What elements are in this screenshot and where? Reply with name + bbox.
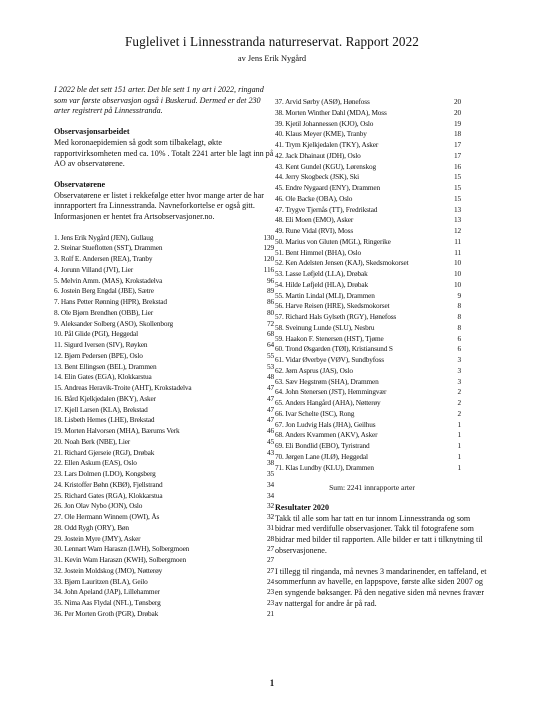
observer-name: 66. Ivar Schelte (ISC), Rong [275,408,355,418]
observer-row [275,430,475,441]
observer-count: 80 [267,307,274,317]
observer-name: 24. Kristoffer Bøhn (KBØ), Fjellstrand [54,479,163,489]
observer-name: 67. Jon Ludvig Hals (JHA), Geilhus [275,419,376,429]
observer-list-right [275,97,475,473]
observer-count: 47 [267,404,274,414]
observer-row [54,512,278,523]
observer-row [54,286,278,297]
observer-name: 58. Sveinung Lunde (SLU), Nesbru [275,322,375,332]
observer-name: 56. Harve Reisen (HRE), Skedsmokorset [275,301,390,311]
report-author: av Jens Erik Nygård [237,54,307,63]
observer-count: 17 [454,140,461,149]
observer-name: 30. Lennart Wam Haraszn (LWH), Solbergmoen [54,544,190,554]
observer-name: 13. Bent Ellingsen (BEL), Drammen [54,361,157,371]
observer-count: 3 [457,376,461,386]
observer-name: 32. Jostein Moldskog (JMO), Nøtterøy [54,565,163,575]
observer-row [54,394,278,405]
observer-name: 51. Bent Himmel (BHA), Oslo [275,247,361,257]
observer-row [54,577,278,588]
observer-row [54,544,278,555]
observer-name: 62. Jørn Asprus (JAS), Oslo [275,365,353,375]
observer-row [275,194,475,205]
observer-name: 21. Richard Gjerseie (RGJ), Drøbak [54,447,155,457]
observer-name: 69. Eli Bondlid (EBO), Tyristrand [275,441,370,450]
observer-count: 35 [267,469,274,479]
observer-count: 72 [267,318,274,328]
observer-count: 43 [267,447,274,457]
observer-count: 8 [457,312,461,321]
observer-name: 35. Nima Aas Flydal (NFL), Tønsberg [54,598,161,608]
report-title: Fuglelivet i Linnesstranda naturreservat. Rapport 2022 [125,34,419,49]
observer-row [54,405,278,416]
observer-row [275,441,475,452]
observer-name: 49. Rune Vidal (RVI), Moss [275,226,354,235]
observer-count: 96 [267,275,274,285]
observer-name: 46. Ole Backe (OBA), Oslo [275,193,353,203]
observer-name: 3. Rolf E. Andersen (REA), Tranby [54,254,153,264]
observer-count: 20 [454,97,461,106]
observer-count: 16 [454,161,461,171]
observer-name: 23. Lars Dolmen (LDO), Kongsberg [54,469,156,479]
observer-name: 33. Bjørn Lauritzen (BLA), Geilo [54,576,148,586]
observer-name: 31. Kevin Wam Haraszn (KWH), Solbergmoen [54,555,186,565]
observer-row [54,555,278,566]
observer-count: 34 [267,479,274,489]
observer-count: 53 [267,361,274,371]
observer-row [275,129,475,140]
observer-count: 23 [267,587,274,597]
observer-name: 45. Endre Nygaard (ENY), Drammen [275,183,381,192]
left-column [54,85,278,620]
observer-name: 70. Jørgen Lane (JLØ), Heggedal [275,451,368,461]
observer-row [275,119,475,130]
observer-row [275,269,475,280]
observer-row [275,205,475,216]
observer-row [275,162,475,173]
observer-name: 29. Jostein Myre (JMY), Asker [54,533,141,543]
observer-count: 3 [457,355,461,364]
observer-count: 10 [454,269,461,278]
observer-count: 2 [457,408,461,418]
observation-work-heading: Observasjonsarbeidet [54,127,130,137]
observer-row [54,351,278,362]
observer-count: 47 [267,415,274,425]
observer-name: 11. Sigurd Iversen (SIV), Røyken [54,340,148,350]
observer-name: 47. Trygve Tjernås (TT), Fredrikstad [275,204,378,214]
observer-row [275,420,475,431]
observer-name: 10. Pål Glide (PGI), Heggedal [54,329,139,339]
observer-name: 60. Trond Øsgarden (TØI), Kristiansund S [275,344,393,354]
observer-name: 48. Eli Moen (EMO), Asker [275,215,354,225]
observer-name: 64. John Stenersen (JST), Hemmingvær [275,387,387,397]
observer-count: 55 [267,350,274,360]
observer-name: 52. Ken Adelsten Jensen (KAJ), Skedsmokorset [275,258,409,268]
observer-row [275,355,475,366]
observer-count: 27 [267,544,274,554]
observer-row [275,215,475,226]
observer-name: 42. Jack Dhainaut (JDH), Oslo [275,150,361,160]
observer-row [54,458,278,469]
observer-count: 89 [267,286,274,296]
observer-count: 8 [457,301,461,311]
observer-count: 1 [457,451,461,461]
observer-count: 20 [454,107,461,117]
observer-name: 34. John Apeland (JAP), Lillehammer [54,587,160,597]
observer-count: 21 [267,608,274,618]
results-paragraph-2: I tillegg til ringanda, må nevnes 3 mandarinender, en taffeland, et sommerfunn av havelle, en lappspove, første alke siden 2007 og en syngende bøksanger. På den negative siden må nevnes fravær av nattergal for andre år på rad. [275,566,487,608]
observer-name: 40. Klaus Meyer (KME), Tranby [275,129,367,139]
observer-count: 32 [267,512,274,522]
observer-count: 15 [454,172,461,182]
observer-count: 27 [267,555,274,565]
observer-count: 11 [454,236,461,246]
observer-row [54,243,278,254]
observer-row [54,587,278,598]
observation-work-text: Med koronaepidemien så godt som tilbakelagt, økte rapportvirksomheten med ca. 10% . Totalt 2241 arter ble lagt inn på AO av observatørene. [54,137,274,169]
observer-name: 37. Arvid Sørby (ASØ), Hønefoss [275,97,370,106]
observer-count: 120 [263,254,274,264]
observer-count: 68 [267,329,274,339]
observer-row [275,248,475,259]
observer-name: 50. Marius von Gluten (MGL), Ringerike [275,236,391,246]
observer-name: 71. Klas Lundby (KLU), Drammen [275,462,374,472]
observer-row [54,297,278,308]
observer-row [275,280,475,291]
observer-row [275,344,475,355]
observer-count: 19 [454,118,461,128]
observer-count: 13 [454,204,461,214]
observer-count: 1 [457,419,461,429]
sum-line: Sum: 2241 innrapporte arter [329,483,415,493]
observer-row [275,323,475,334]
observer-row [54,308,278,319]
observer-row [54,598,278,609]
observer-row [54,566,278,577]
observer-count: 116 [263,264,274,274]
observer-count: 130 [263,232,274,242]
observer-count: 129 [263,243,274,253]
observer-row [275,108,475,119]
observer-name: 43. Kent Gundel (KGU), Lørenskog [275,161,376,171]
observer-name: 55. Martin Lindal (MLI), Drammen [275,290,375,300]
observer-name: 25. Richard Gates (RGA), Klokkarstua [54,490,163,500]
observer-count: 6 [457,333,461,343]
observer-name: 7. Hans Petter Rønning (HPR), Brekstad [54,297,167,307]
observer-row [54,501,278,512]
results-heading: Resultater 2020 [275,503,330,512]
observer-name: 4. Jorunn Villand (JVI), Lier [54,264,133,274]
observer-count: 45 [267,436,274,446]
observer-name: 22. Ellen Askum (EAS), Oslo [54,458,137,468]
observer-name: 63. Sæv Hegstrøm (SHA), Drammen [275,376,379,386]
observer-row [54,340,278,351]
observer-count: 15 [454,183,461,192]
observer-name: 5. Melvin Amm. (MAS), Krokstadelva [54,275,163,285]
observer-count: 23 [267,598,274,608]
observer-row [54,448,278,459]
observer-row [275,452,475,463]
observer-row [275,377,475,388]
observer-row [54,523,278,534]
observer-row [54,383,278,394]
observer-count: 47 [267,393,274,403]
observer-row [275,237,475,248]
observer-name: 26. Jon Olav Nybo (JON), Oslo [54,501,143,511]
observer-count: 86 [267,297,274,307]
observer-name: 14. Elin Gates (EGA), Klokkarstua [54,372,152,382]
observer-row [54,329,278,340]
observer-count: 32 [267,501,274,511]
observer-name: 6. Jostein Berg Engdal (JBE), Sætre [54,286,154,296]
observer-name: 9. Aleksander Solberg (ASO), Skollenborg [54,318,173,328]
observer-count: 2 [457,398,461,407]
observer-row [54,480,278,491]
observer-row [54,265,278,276]
observer-count: 6 [457,344,461,354]
observer-row [275,387,475,398]
observer-row [54,609,278,620]
observer-name: 28. Odd Rygh (ORY), Bøn [54,522,129,532]
observer-count: 27 [267,565,274,575]
results-section [275,503,487,619]
observer-count: 47 [267,383,274,393]
observer-name: 12. Bjørn Pedersen (BPE), Oslo [54,350,143,360]
observer-row [54,276,278,287]
observer-row [54,319,278,330]
observer-count: 10 [454,258,461,268]
observer-count: 24 [267,576,274,586]
observer-name: 15. Andreas Heravik-Troite (AHT), Krokstadelva [54,383,192,393]
observers-heading: Observatørene [54,179,106,189]
observer-count: 64 [267,340,274,350]
observer-name: 54. Hilde Løfjeld (HLA), Drøbak [275,279,369,289]
observer-count: 10 [454,279,461,289]
observer-name: 16. Bård Kjelkjedalen (BKY), Asker [54,393,156,403]
observer-name: 19. Morten Halvorsen (MHA), Bærums Verk [54,426,180,436]
observer-row [54,233,278,244]
observer-name: 2. Steinar Stueflotten (SST), Drammen [54,243,163,253]
intro-paragraph: I 2022 ble det sett 151 arter. Det ble sett 1 ny art i 2022, ringand som var første observasjon også i Buskerud. Dermed er det 230 arter registrert på Linnesstranda. [54,85,264,116]
observer-row [54,469,278,480]
observer-count: 46 [267,426,274,436]
observer-name: 17. Kjell Larsen (KLA), Brekstad [54,404,148,414]
page-number: 1 [269,678,275,688]
observer-count: 17 [454,150,461,160]
observer-row [275,409,475,420]
observer-name: 38. Morten Winther Dahl (MDA), Moss [275,107,387,117]
observer-row [54,491,278,502]
observer-row [275,366,475,377]
observer-row [275,226,475,237]
observer-count: 12 [454,226,461,235]
observer-count: 34 [267,490,274,500]
observer-count: 15 [454,193,461,203]
observer-name: 59. Haakon F. Stenersen (HST), Tjøme [275,333,384,343]
observer-row [275,334,475,345]
observer-count: 8 [457,322,461,332]
observer-name: 20. Noah Berk (NBE), Lier [54,436,131,446]
observer-name: 44. Jerry Skogbeck (JSK), Ski [275,172,360,182]
observer-count: 13 [454,215,461,225]
observer-row [275,172,475,183]
observer-row [54,362,278,373]
observer-row [54,534,278,545]
observer-count: 3 [457,365,461,375]
observer-name: 39. Kjetil Johannessen (KJO), Oslo [275,118,374,128]
observer-row [275,258,475,269]
observer-row [275,312,475,323]
observer-count: 48 [267,372,274,382]
observer-count: 2 [457,387,461,397]
observer-count: 1 [457,441,461,450]
observer-row [54,415,278,426]
observer-list-left [54,233,278,620]
observer-count: 11 [454,247,461,257]
observer-count: 1 [457,462,461,472]
observer-count: 38 [267,458,274,468]
observer-count: 28 [267,533,274,543]
observer-name: 61. Vidar Øverbye (VØV), Sundbyfoss [275,355,384,364]
observer-name: 36. Per Morten Groth (PGR), Drøbak [54,608,159,618]
observer-name: 41. Trym Kjelkjedalen (TKY), Asker [275,140,379,149]
observer-row [275,291,475,302]
observer-row [54,372,278,383]
results-paragraph-1: Takk til alle som har tatt en tur innom Linnesstranda og som bidrar med verdifulle observasjoner. Takk til fotografene som bidrar med bilder til rapporten. Alle bilder er tatt i tilknytning til observasjonene. [275,513,483,555]
observer-row [275,301,475,312]
observer-row [275,463,475,474]
observer-count: 1 [457,430,461,440]
observer-row [54,426,278,437]
observer-name: 57. Richard Hals Gylseth (RGY), Hønefoss [275,312,397,321]
observer-count: 31 [267,522,274,532]
observer-count: 18 [454,129,461,139]
observer-row [275,140,475,151]
observer-row [275,97,475,108]
observer-row [275,398,475,409]
observer-count: 9 [457,290,461,300]
observer-name: 8. Ole Bjørn Brendhen (OBB), Lier [54,307,154,317]
observer-row [275,183,475,194]
observer-name: 27. Ole Hermann Winnem (OWI), Ås [54,512,160,522]
observer-row [54,254,278,265]
observer-name: 53. Lasse Løfjeld (LLA), Drøbak [275,269,368,278]
observer-row [54,437,278,448]
observer-row [275,151,475,162]
observer-name: 1. Jens Erik Nygård (JEN), Gullaug [54,232,154,242]
observer-name: 68. Anders Kvammen (AKV), Asker [275,430,378,440]
right-column [275,97,475,494]
observer-name: 18. Lisbeth Hemes (LHE), Brekstad [54,415,155,425]
observers-text: Observatørene er listet i rekkefølge etter hvor mange arter de har innrapportert fra Linnesstranda. Navneforkortelse er også gitt. Informasjonen er hentet fra Artsobservasjoner.no. [54,190,264,222]
observer-name: 65. Anders Hangård (AHA), Nøtterøy [275,398,381,407]
